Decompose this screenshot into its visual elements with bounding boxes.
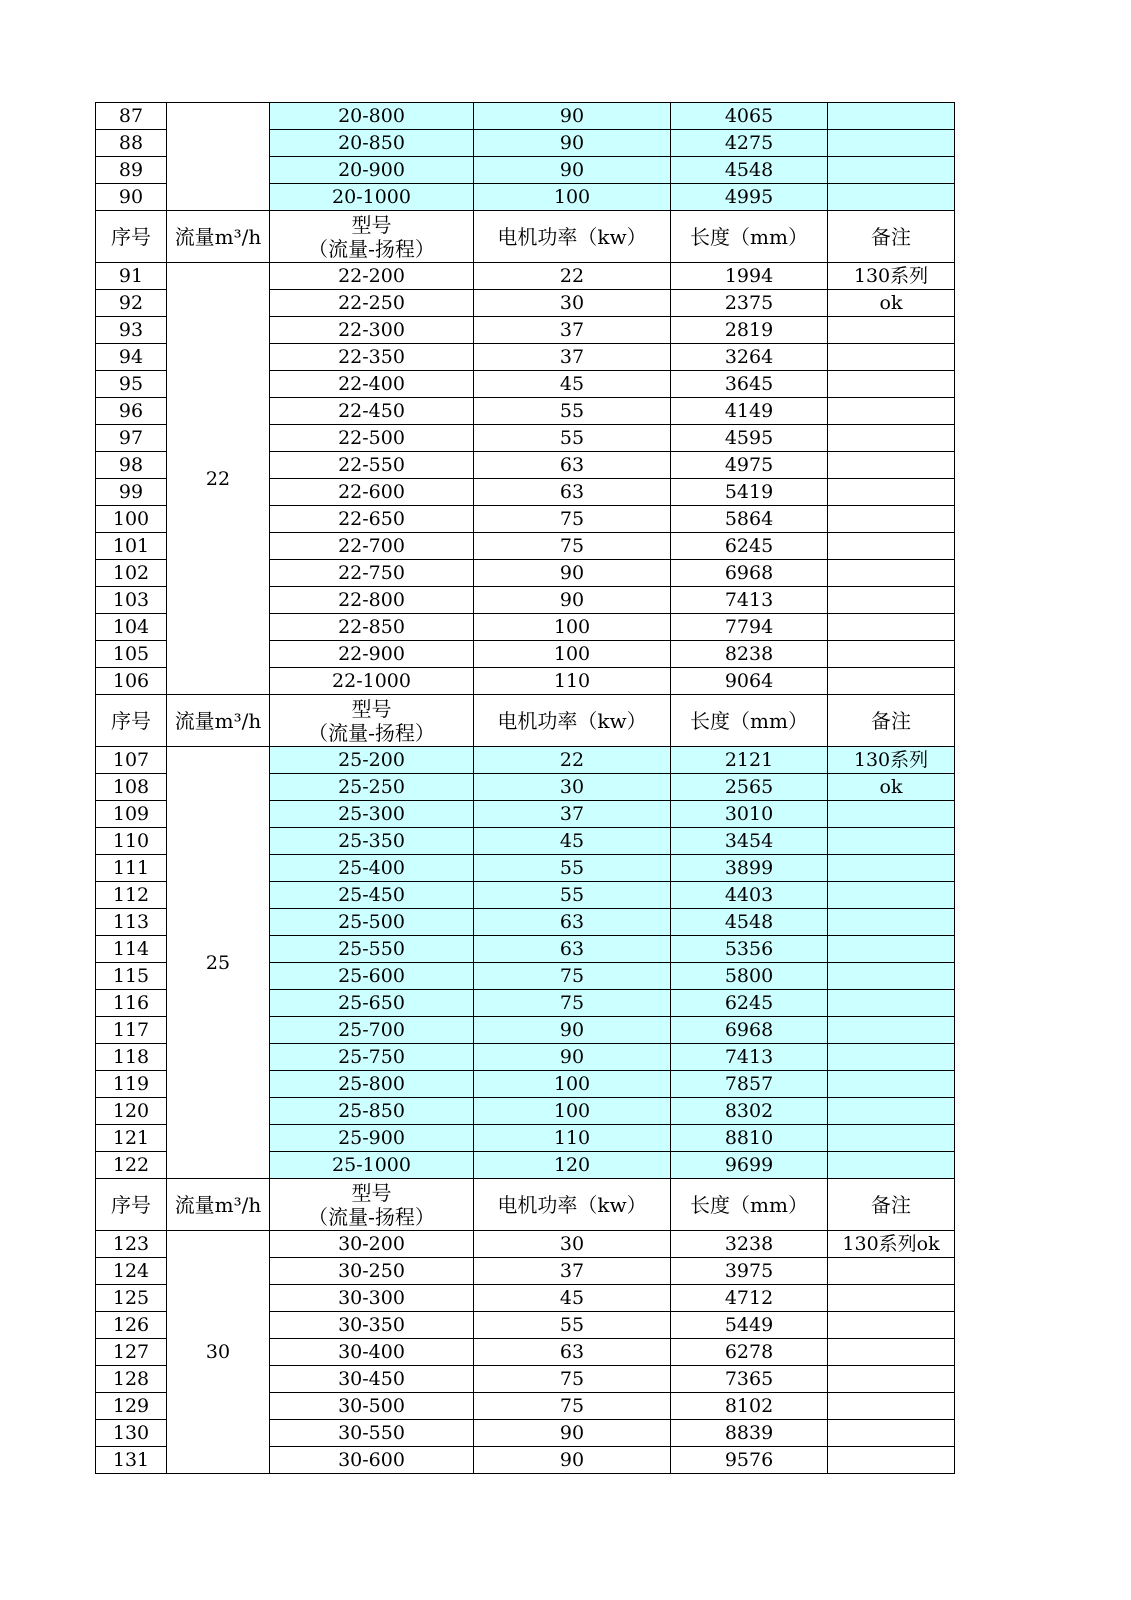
cell-length: 7857 bbox=[671, 1071, 828, 1098]
cell-model: 30-300 bbox=[270, 1285, 474, 1312]
cell-model: 22-250 bbox=[270, 290, 474, 317]
cell-length: 4975 bbox=[671, 452, 828, 479]
cell-seq: 119 bbox=[96, 1071, 167, 1098]
cell-seq: 103 bbox=[96, 587, 167, 614]
cell-model: 30-200 bbox=[270, 1231, 474, 1258]
cell-note bbox=[828, 1071, 955, 1098]
cell-power: 90 bbox=[474, 1420, 671, 1447]
cell-length: 6245 bbox=[671, 990, 828, 1017]
cell-model: 22-700 bbox=[270, 533, 474, 560]
cell-model: 22-900 bbox=[270, 641, 474, 668]
cell-note bbox=[828, 533, 955, 560]
cell-length: 2121 bbox=[671, 747, 828, 774]
cell-seq: 89 bbox=[96, 157, 167, 184]
cell-seq: 120 bbox=[96, 1098, 167, 1125]
cell-note bbox=[828, 614, 955, 641]
cell-model: 25-500 bbox=[270, 909, 474, 936]
cell-seq: 93 bbox=[96, 317, 167, 344]
cell-power: 100 bbox=[474, 184, 671, 211]
cell-model: 20-900 bbox=[270, 157, 474, 184]
header-length: 长度（mm） bbox=[671, 1179, 828, 1231]
cell-note bbox=[828, 184, 955, 211]
cell-note bbox=[828, 1017, 955, 1044]
cell-model: 25-600 bbox=[270, 963, 474, 990]
cell-seq: 87 bbox=[96, 103, 167, 130]
header-note: 备注 bbox=[828, 695, 955, 747]
header-model-line1: 型号 bbox=[351, 212, 392, 237]
cell-power: 63 bbox=[474, 1339, 671, 1366]
cell-power: 45 bbox=[474, 828, 671, 855]
cell-seq: 123 bbox=[96, 1231, 167, 1258]
cell-length: 6278 bbox=[671, 1339, 828, 1366]
cell-note bbox=[828, 1366, 955, 1393]
cell-note: 130系列ok bbox=[828, 1231, 955, 1258]
cell-length: 8238 bbox=[671, 641, 828, 668]
cell-length: 8102 bbox=[671, 1393, 828, 1420]
cell-note: 130系列 bbox=[828, 263, 955, 290]
cell-length: 3454 bbox=[671, 828, 828, 855]
header-model-line2: （流量-扬程） bbox=[308, 720, 435, 745]
cell-note bbox=[828, 1044, 955, 1071]
header-model bbox=[270, 211, 474, 263]
cell-model: 25-400 bbox=[270, 855, 474, 882]
cell-length: 1994 bbox=[671, 263, 828, 290]
cell-note bbox=[828, 641, 955, 668]
cell-power: 37 bbox=[474, 344, 671, 371]
cell-seq: 97 bbox=[96, 425, 167, 452]
cell-seq: 113 bbox=[96, 909, 167, 936]
cell-power: 90 bbox=[474, 587, 671, 614]
header-power: 电机功率（kw） bbox=[474, 1179, 671, 1231]
cell-length: 4065 bbox=[671, 103, 828, 130]
cell-seq: 95 bbox=[96, 371, 167, 398]
cell-model: 22-350 bbox=[270, 344, 474, 371]
cell-note bbox=[828, 668, 955, 695]
cell-seq: 100 bbox=[96, 506, 167, 533]
cell-model: 25-900 bbox=[270, 1125, 474, 1152]
cell-seq: 116 bbox=[96, 990, 167, 1017]
cell-length: 2375 bbox=[671, 290, 828, 317]
cell-model: 22-200 bbox=[270, 263, 474, 290]
cell-model: 22-650 bbox=[270, 506, 474, 533]
cell-flow bbox=[167, 103, 270, 211]
cell-length: 8839 bbox=[671, 1420, 828, 1447]
cell-length: 5800 bbox=[671, 963, 828, 990]
cell-length: 8302 bbox=[671, 1098, 828, 1125]
cell-seq: 94 bbox=[96, 344, 167, 371]
cell-power: 90 bbox=[474, 1447, 671, 1474]
cell-flow: 25 bbox=[167, 747, 270, 1179]
cell-power: 90 bbox=[474, 157, 671, 184]
cell-note bbox=[828, 1420, 955, 1447]
cell-length: 4712 bbox=[671, 1285, 828, 1312]
cell-power: 63 bbox=[474, 936, 671, 963]
cell-length: 6245 bbox=[671, 533, 828, 560]
cell-power: 30 bbox=[474, 774, 671, 801]
cell-note bbox=[828, 1339, 955, 1366]
cell-length: 9699 bbox=[671, 1152, 828, 1179]
cell-power: 63 bbox=[474, 479, 671, 506]
cell-flow: 22 bbox=[167, 263, 270, 695]
cell-power: 55 bbox=[474, 1312, 671, 1339]
cell-power: 75 bbox=[474, 963, 671, 990]
cell-seq: 91 bbox=[96, 263, 167, 290]
cell-model: 30-350 bbox=[270, 1312, 474, 1339]
cell-seq: 101 bbox=[96, 533, 167, 560]
cell-note bbox=[828, 963, 955, 990]
header-length: 长度（mm） bbox=[671, 695, 828, 747]
header-flow: 流量m³/h bbox=[167, 211, 270, 263]
cell-power: 75 bbox=[474, 533, 671, 560]
header-model-line2: （流量-扬程） bbox=[308, 236, 435, 261]
cell-model: 25-250 bbox=[270, 774, 474, 801]
cell-model: 30-250 bbox=[270, 1258, 474, 1285]
cell-length: 2565 bbox=[671, 774, 828, 801]
cell-model: 25-650 bbox=[270, 990, 474, 1017]
header-row bbox=[96, 695, 955, 747]
cell-power: 120 bbox=[474, 1152, 671, 1179]
pump-spec-table bbox=[95, 102, 955, 1474]
cell-seq: 109 bbox=[96, 801, 167, 828]
cell-power: 100 bbox=[474, 1098, 671, 1125]
cell-seq: 117 bbox=[96, 1017, 167, 1044]
cell-seq: 106 bbox=[96, 668, 167, 695]
cell-flow: 30 bbox=[167, 1231, 270, 1474]
cell-note bbox=[828, 1258, 955, 1285]
cell-power: 90 bbox=[474, 103, 671, 130]
cell-note bbox=[828, 936, 955, 963]
cell-model: 30-550 bbox=[270, 1420, 474, 1447]
cell-length: 4275 bbox=[671, 130, 828, 157]
cell-seq: 107 bbox=[96, 747, 167, 774]
cell-power: 75 bbox=[474, 506, 671, 533]
cell-power: 100 bbox=[474, 1071, 671, 1098]
cell-seq: 129 bbox=[96, 1393, 167, 1420]
cell-length: 2819 bbox=[671, 317, 828, 344]
header-row bbox=[96, 211, 955, 263]
cell-note bbox=[828, 1312, 955, 1339]
cell-model: 22-850 bbox=[270, 614, 474, 641]
cell-model: 30-450 bbox=[270, 1366, 474, 1393]
cell-note bbox=[828, 1152, 955, 1179]
cell-seq: 96 bbox=[96, 398, 167, 425]
cell-model: 25-450 bbox=[270, 882, 474, 909]
cell-length: 3264 bbox=[671, 344, 828, 371]
cell-seq: 88 bbox=[96, 130, 167, 157]
header-length: 长度（mm） bbox=[671, 211, 828, 263]
cell-power: 55 bbox=[474, 398, 671, 425]
cell-seq: 98 bbox=[96, 452, 167, 479]
cell-model: 30-500 bbox=[270, 1393, 474, 1420]
cell-power: 22 bbox=[474, 263, 671, 290]
cell-length: 3238 bbox=[671, 1231, 828, 1258]
cell-seq: 126 bbox=[96, 1312, 167, 1339]
cell-model: 30-400 bbox=[270, 1339, 474, 1366]
cell-note bbox=[828, 828, 955, 855]
cell-length: 7365 bbox=[671, 1366, 828, 1393]
cell-seq: 118 bbox=[96, 1044, 167, 1071]
cell-length: 4548 bbox=[671, 909, 828, 936]
table-row bbox=[96, 263, 955, 290]
cell-model: 22-1000 bbox=[270, 668, 474, 695]
cell-length: 5449 bbox=[671, 1312, 828, 1339]
header-seq: 序号 bbox=[96, 1179, 167, 1231]
cell-power: 100 bbox=[474, 641, 671, 668]
cell-model: 25-550 bbox=[270, 936, 474, 963]
cell-power: 63 bbox=[474, 452, 671, 479]
cell-note bbox=[828, 425, 955, 452]
cell-seq: 114 bbox=[96, 936, 167, 963]
pump-spec-table-body bbox=[96, 103, 955, 1474]
cell-power: 55 bbox=[474, 855, 671, 882]
cell-length: 5419 bbox=[671, 479, 828, 506]
header-model-line2: （流量-扬程） bbox=[308, 1204, 435, 1229]
cell-note: ok bbox=[828, 290, 955, 317]
cell-note bbox=[828, 371, 955, 398]
header-seq: 序号 bbox=[96, 211, 167, 263]
cell-seq: 104 bbox=[96, 614, 167, 641]
cell-power: 110 bbox=[474, 1125, 671, 1152]
cell-note bbox=[828, 855, 955, 882]
cell-model: 25-200 bbox=[270, 747, 474, 774]
cell-model: 25-700 bbox=[270, 1017, 474, 1044]
cell-seq: 125 bbox=[96, 1285, 167, 1312]
cell-length: 7413 bbox=[671, 1044, 828, 1071]
header-model-line1: 型号 bbox=[351, 696, 392, 721]
cell-model: 22-600 bbox=[270, 479, 474, 506]
cell-seq: 90 bbox=[96, 184, 167, 211]
cell-length: 4995 bbox=[671, 184, 828, 211]
cell-power: 37 bbox=[474, 1258, 671, 1285]
cell-power: 55 bbox=[474, 425, 671, 452]
cell-seq: 111 bbox=[96, 855, 167, 882]
cell-model: 22-750 bbox=[270, 560, 474, 587]
cell-seq: 105 bbox=[96, 641, 167, 668]
cell-model: 20-1000 bbox=[270, 184, 474, 211]
cell-model: 25-300 bbox=[270, 801, 474, 828]
cell-note bbox=[828, 1125, 955, 1152]
cell-power: 37 bbox=[474, 317, 671, 344]
cell-power: 30 bbox=[474, 1231, 671, 1258]
cell-length: 3899 bbox=[671, 855, 828, 882]
cell-seq: 122 bbox=[96, 1152, 167, 1179]
table-row bbox=[96, 103, 955, 130]
header-row bbox=[96, 1179, 955, 1231]
cell-note bbox=[828, 344, 955, 371]
cell-model: 25-750 bbox=[270, 1044, 474, 1071]
cell-seq: 130 bbox=[96, 1420, 167, 1447]
cell-note bbox=[828, 479, 955, 506]
cell-power: 110 bbox=[474, 668, 671, 695]
cell-seq: 127 bbox=[96, 1339, 167, 1366]
cell-note bbox=[828, 1285, 955, 1312]
cell-seq: 121 bbox=[96, 1125, 167, 1152]
cell-power: 90 bbox=[474, 560, 671, 587]
cell-seq: 99 bbox=[96, 479, 167, 506]
cell-seq: 110 bbox=[96, 828, 167, 855]
cell-model: 25-350 bbox=[270, 828, 474, 855]
cell-length: 6968 bbox=[671, 560, 828, 587]
cell-model: 22-400 bbox=[270, 371, 474, 398]
cell-power: 22 bbox=[474, 747, 671, 774]
cell-note bbox=[828, 1447, 955, 1474]
cell-length: 7413 bbox=[671, 587, 828, 614]
cell-note bbox=[828, 1393, 955, 1420]
header-power: 电机功率（kw） bbox=[474, 211, 671, 263]
cell-seq: 108 bbox=[96, 774, 167, 801]
table-row bbox=[96, 1231, 955, 1258]
cell-length: 4548 bbox=[671, 157, 828, 184]
cell-model: 20-800 bbox=[270, 103, 474, 130]
cell-power: 63 bbox=[474, 909, 671, 936]
cell-model: 25-850 bbox=[270, 1098, 474, 1125]
header-power: 电机功率（kw） bbox=[474, 695, 671, 747]
cell-seq: 128 bbox=[96, 1366, 167, 1393]
cell-power: 90 bbox=[474, 1044, 671, 1071]
header-seq: 序号 bbox=[96, 695, 167, 747]
cell-note: ok bbox=[828, 774, 955, 801]
cell-power: 55 bbox=[474, 882, 671, 909]
header-flow: 流量m³/h bbox=[167, 1179, 270, 1231]
cell-note bbox=[828, 130, 955, 157]
cell-note bbox=[828, 882, 955, 909]
cell-length: 9064 bbox=[671, 668, 828, 695]
cell-model: 30-600 bbox=[270, 1447, 474, 1474]
cell-note bbox=[828, 103, 955, 130]
cell-seq: 124 bbox=[96, 1258, 167, 1285]
cell-length: 6968 bbox=[671, 1017, 828, 1044]
pump-spec-sheet bbox=[95, 102, 955, 1474]
header-model bbox=[270, 695, 474, 747]
cell-power: 45 bbox=[474, 1285, 671, 1312]
cell-length: 9576 bbox=[671, 1447, 828, 1474]
cell-note bbox=[828, 452, 955, 479]
cell-power: 75 bbox=[474, 1366, 671, 1393]
cell-model: 22-300 bbox=[270, 317, 474, 344]
cell-power: 37 bbox=[474, 801, 671, 828]
cell-seq: 131 bbox=[96, 1447, 167, 1474]
header-model-line1: 型号 bbox=[351, 1180, 392, 1205]
cell-note: 130系列 bbox=[828, 747, 955, 774]
cell-model: 22-450 bbox=[270, 398, 474, 425]
cell-seq: 112 bbox=[96, 882, 167, 909]
cell-power: 75 bbox=[474, 1393, 671, 1420]
cell-model: 22-800 bbox=[270, 587, 474, 614]
cell-seq: 92 bbox=[96, 290, 167, 317]
cell-length: 3975 bbox=[671, 1258, 828, 1285]
cell-note bbox=[828, 801, 955, 828]
cell-note bbox=[828, 560, 955, 587]
cell-length: 4403 bbox=[671, 882, 828, 909]
table-row bbox=[96, 747, 955, 774]
cell-power: 90 bbox=[474, 1017, 671, 1044]
cell-seq: 102 bbox=[96, 560, 167, 587]
header-note: 备注 bbox=[828, 1179, 955, 1231]
cell-note bbox=[828, 1098, 955, 1125]
cell-power: 75 bbox=[474, 990, 671, 1017]
cell-model: 25-1000 bbox=[270, 1152, 474, 1179]
cell-note bbox=[828, 317, 955, 344]
cell-length: 3645 bbox=[671, 371, 828, 398]
cell-length: 5356 bbox=[671, 936, 828, 963]
cell-length: 7794 bbox=[671, 614, 828, 641]
cell-length: 4595 bbox=[671, 425, 828, 452]
header-model bbox=[270, 1179, 474, 1231]
cell-power: 45 bbox=[474, 371, 671, 398]
cell-note bbox=[828, 990, 955, 1017]
cell-power: 100 bbox=[474, 614, 671, 641]
cell-note bbox=[828, 909, 955, 936]
cell-note bbox=[828, 398, 955, 425]
cell-note bbox=[828, 587, 955, 614]
cell-length: 5864 bbox=[671, 506, 828, 533]
cell-length: 8810 bbox=[671, 1125, 828, 1152]
cell-power: 30 bbox=[474, 290, 671, 317]
cell-model: 20-850 bbox=[270, 130, 474, 157]
cell-note bbox=[828, 506, 955, 533]
header-flow: 流量m³/h bbox=[167, 695, 270, 747]
cell-length: 4149 bbox=[671, 398, 828, 425]
cell-length: 3010 bbox=[671, 801, 828, 828]
cell-model: 22-500 bbox=[270, 425, 474, 452]
cell-power: 90 bbox=[474, 130, 671, 157]
cell-model: 22-550 bbox=[270, 452, 474, 479]
cell-note bbox=[828, 157, 955, 184]
cell-seq: 115 bbox=[96, 963, 167, 990]
header-note: 备注 bbox=[828, 211, 955, 263]
cell-model: 25-800 bbox=[270, 1071, 474, 1098]
